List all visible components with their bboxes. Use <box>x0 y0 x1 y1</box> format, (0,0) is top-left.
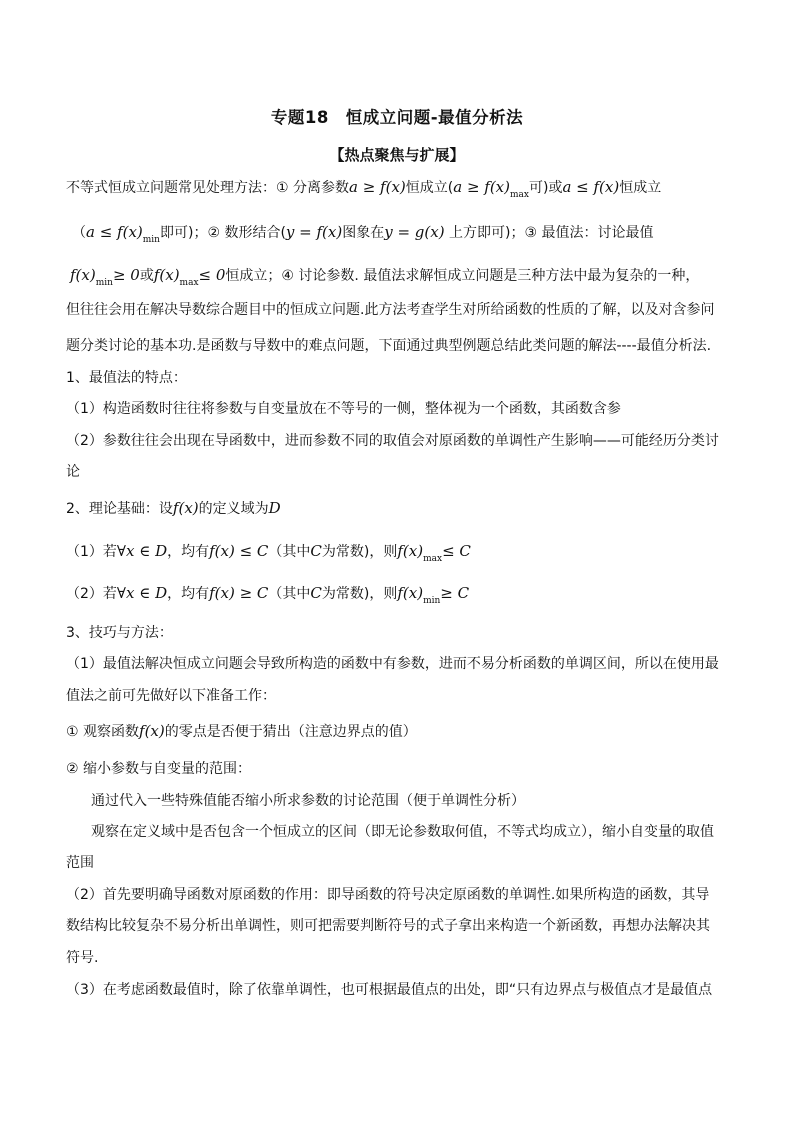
section-2-item-1 <box>66 541 794 569</box>
intro-line-3 <box>70 265 794 293</box>
section-3-point-2-sub-2: 观察在定义域中是否包含一个恒成立的区间（即无论参数取何值，不等式均成立），缩小自变量的取值 <box>91 824 714 840</box>
subscript: max <box>423 554 443 564</box>
math: f(x) <box>172 499 199 517</box>
subscript: max <box>179 278 199 288</box>
math: a ≤ f(x) <box>86 223 143 241</box>
intro-line-1 <box>66 177 794 205</box>
math: C <box>310 584 322 602</box>
section-3-item-3: （3）在考虑函数最值时，除了依靠单调性，也可根据最值点的出处，即“只有边界点与极值点才是最值点 <box>66 982 713 998</box>
text: 可)或 <box>528 180 563 196</box>
section-3-item-2: （2）首先要明确导函数对原函数的作用：即导函数的符号决定原函数的单调性.如果所构造的函数，其导 <box>66 887 710 903</box>
intro-line-5: 题分类讨论的基本功.是函数与导数中的难点问题，下面通过典型例题总结此类问题的解法----最值分析法. <box>66 338 712 354</box>
intro-line-2 <box>72 222 794 250</box>
math: f(x) <box>397 584 424 602</box>
section-1-heading: 1、最值法的特点： <box>66 370 187 386</box>
text: 为常数)，则 <box>321 586 398 602</box>
text: 为常数)，则 <box>321 544 398 560</box>
math: f(x) ≥ C <box>209 584 269 602</box>
section-3-item-2-cont-2: 符号. <box>66 950 99 966</box>
text: ，均有 <box>167 586 210 602</box>
text: 不等式恒成立问题常见处理方法：① 分离参数 <box>66 180 349 196</box>
section-3-point-2-sub-1: 通过代入一些特殊值能否缩小所求参数的讨论范围（便于单调性分析） <box>91 793 525 809</box>
section-3-heading: 3、技巧与方法： <box>66 625 173 641</box>
section-3-point-2-sub-2-cont: 范围 <box>66 855 94 871</box>
math: ≤ C <box>442 542 471 560</box>
math: f(x) <box>70 266 96 284</box>
text: 恒成立 <box>619 180 662 196</box>
section-3-point-2: ② 缩小参数与自变量的范围： <box>66 761 252 777</box>
math: f(x) <box>139 722 165 740</box>
text: 的零点是否便于猜出（注意边界点的值） <box>164 724 417 740</box>
math: a ≥ f(x) <box>349 178 406 196</box>
math: a ≥ f(x) <box>453 178 510 196</box>
text: ① 观察函数 <box>66 724 140 740</box>
section-3-point-1 <box>66 721 794 742</box>
text: 图象在 <box>342 225 385 241</box>
section-3-item-1: （1）最值法解决恒成立问题会导致所构造的函数中有参数，进而不易分析函数的单调区间，所以在使用最 <box>66 656 719 672</box>
text: ，均有 <box>167 544 210 560</box>
text: （其中 <box>268 586 311 602</box>
section-3-item-1-cont: 值法之前可先做好以下准备工作： <box>66 688 276 704</box>
text: 的定义域为 <box>198 501 269 517</box>
text: 即可)；② 数形结合( <box>159 225 286 241</box>
section-1-item-2-cont: 论 <box>66 464 80 480</box>
text: （2）若 <box>66 586 117 602</box>
text: 上方即可)；③ 最值法：讨论最值 <box>444 225 654 241</box>
math: ≥ 0 <box>112 266 140 284</box>
text: 恒成立( <box>405 180 454 196</box>
math: ≤ 0 <box>198 266 226 284</box>
math: y = f(x) <box>285 223 343 241</box>
text: （ <box>72 225 86 241</box>
math: ∀x ∈ D <box>116 542 168 560</box>
subscript: min <box>142 235 160 245</box>
math: a ≤ f(x) <box>562 178 620 196</box>
math: C <box>310 542 322 560</box>
section-2-item-2 <box>66 583 794 611</box>
text: 或 <box>139 268 154 284</box>
math: f(x) <box>397 542 424 560</box>
text: （其中 <box>268 544 311 560</box>
section-1-item-1: （1）构造函数时往往将参数与自变量放在不等号的一侧，整体视为一个函数，其函数含参 <box>66 401 621 417</box>
math: f(x) <box>153 266 180 284</box>
subscript: min <box>423 596 441 606</box>
section-2-heading <box>66 498 794 519</box>
section-1-item-2: （2）参数往往会出现在导函数中，进而参数不同的取值会对原函数的单调性产生影响——可能经历分类讨 <box>66 433 719 449</box>
section-subtitle: 【热点聚焦与扩展】 <box>329 146 465 164</box>
subscript: min <box>95 278 113 288</box>
subscript: max <box>510 190 529 200</box>
section-3-item-2-cont-1: 数结构比较复杂不易分析出单调性，则可把需要判断符号的式子拿出来构造一个新函数，再想办法解决其 <box>66 918 710 934</box>
math: ≥ C <box>440 584 470 602</box>
math: f(x) ≤ C <box>209 542 269 560</box>
page-title: 专题18 恒成立问题-最值分析法 <box>270 108 524 127</box>
math: y = g(x) <box>384 223 445 241</box>
math: ∀x ∈ D <box>116 584 168 602</box>
text: （1）若 <box>66 544 117 560</box>
intro-line-4: 但往往会用在解决导数综合题目中的恒成立问题.此方法考查学生对所给函数的性质的了解，以及对含参问 <box>66 302 715 318</box>
text: 2、理论基础：设 <box>66 501 173 517</box>
math: D <box>268 499 281 517</box>
text: 恒成立；④ 讨论参数. 最值法求解恒成立问题是三种方法中最为复杂的一种， <box>225 268 700 284</box>
